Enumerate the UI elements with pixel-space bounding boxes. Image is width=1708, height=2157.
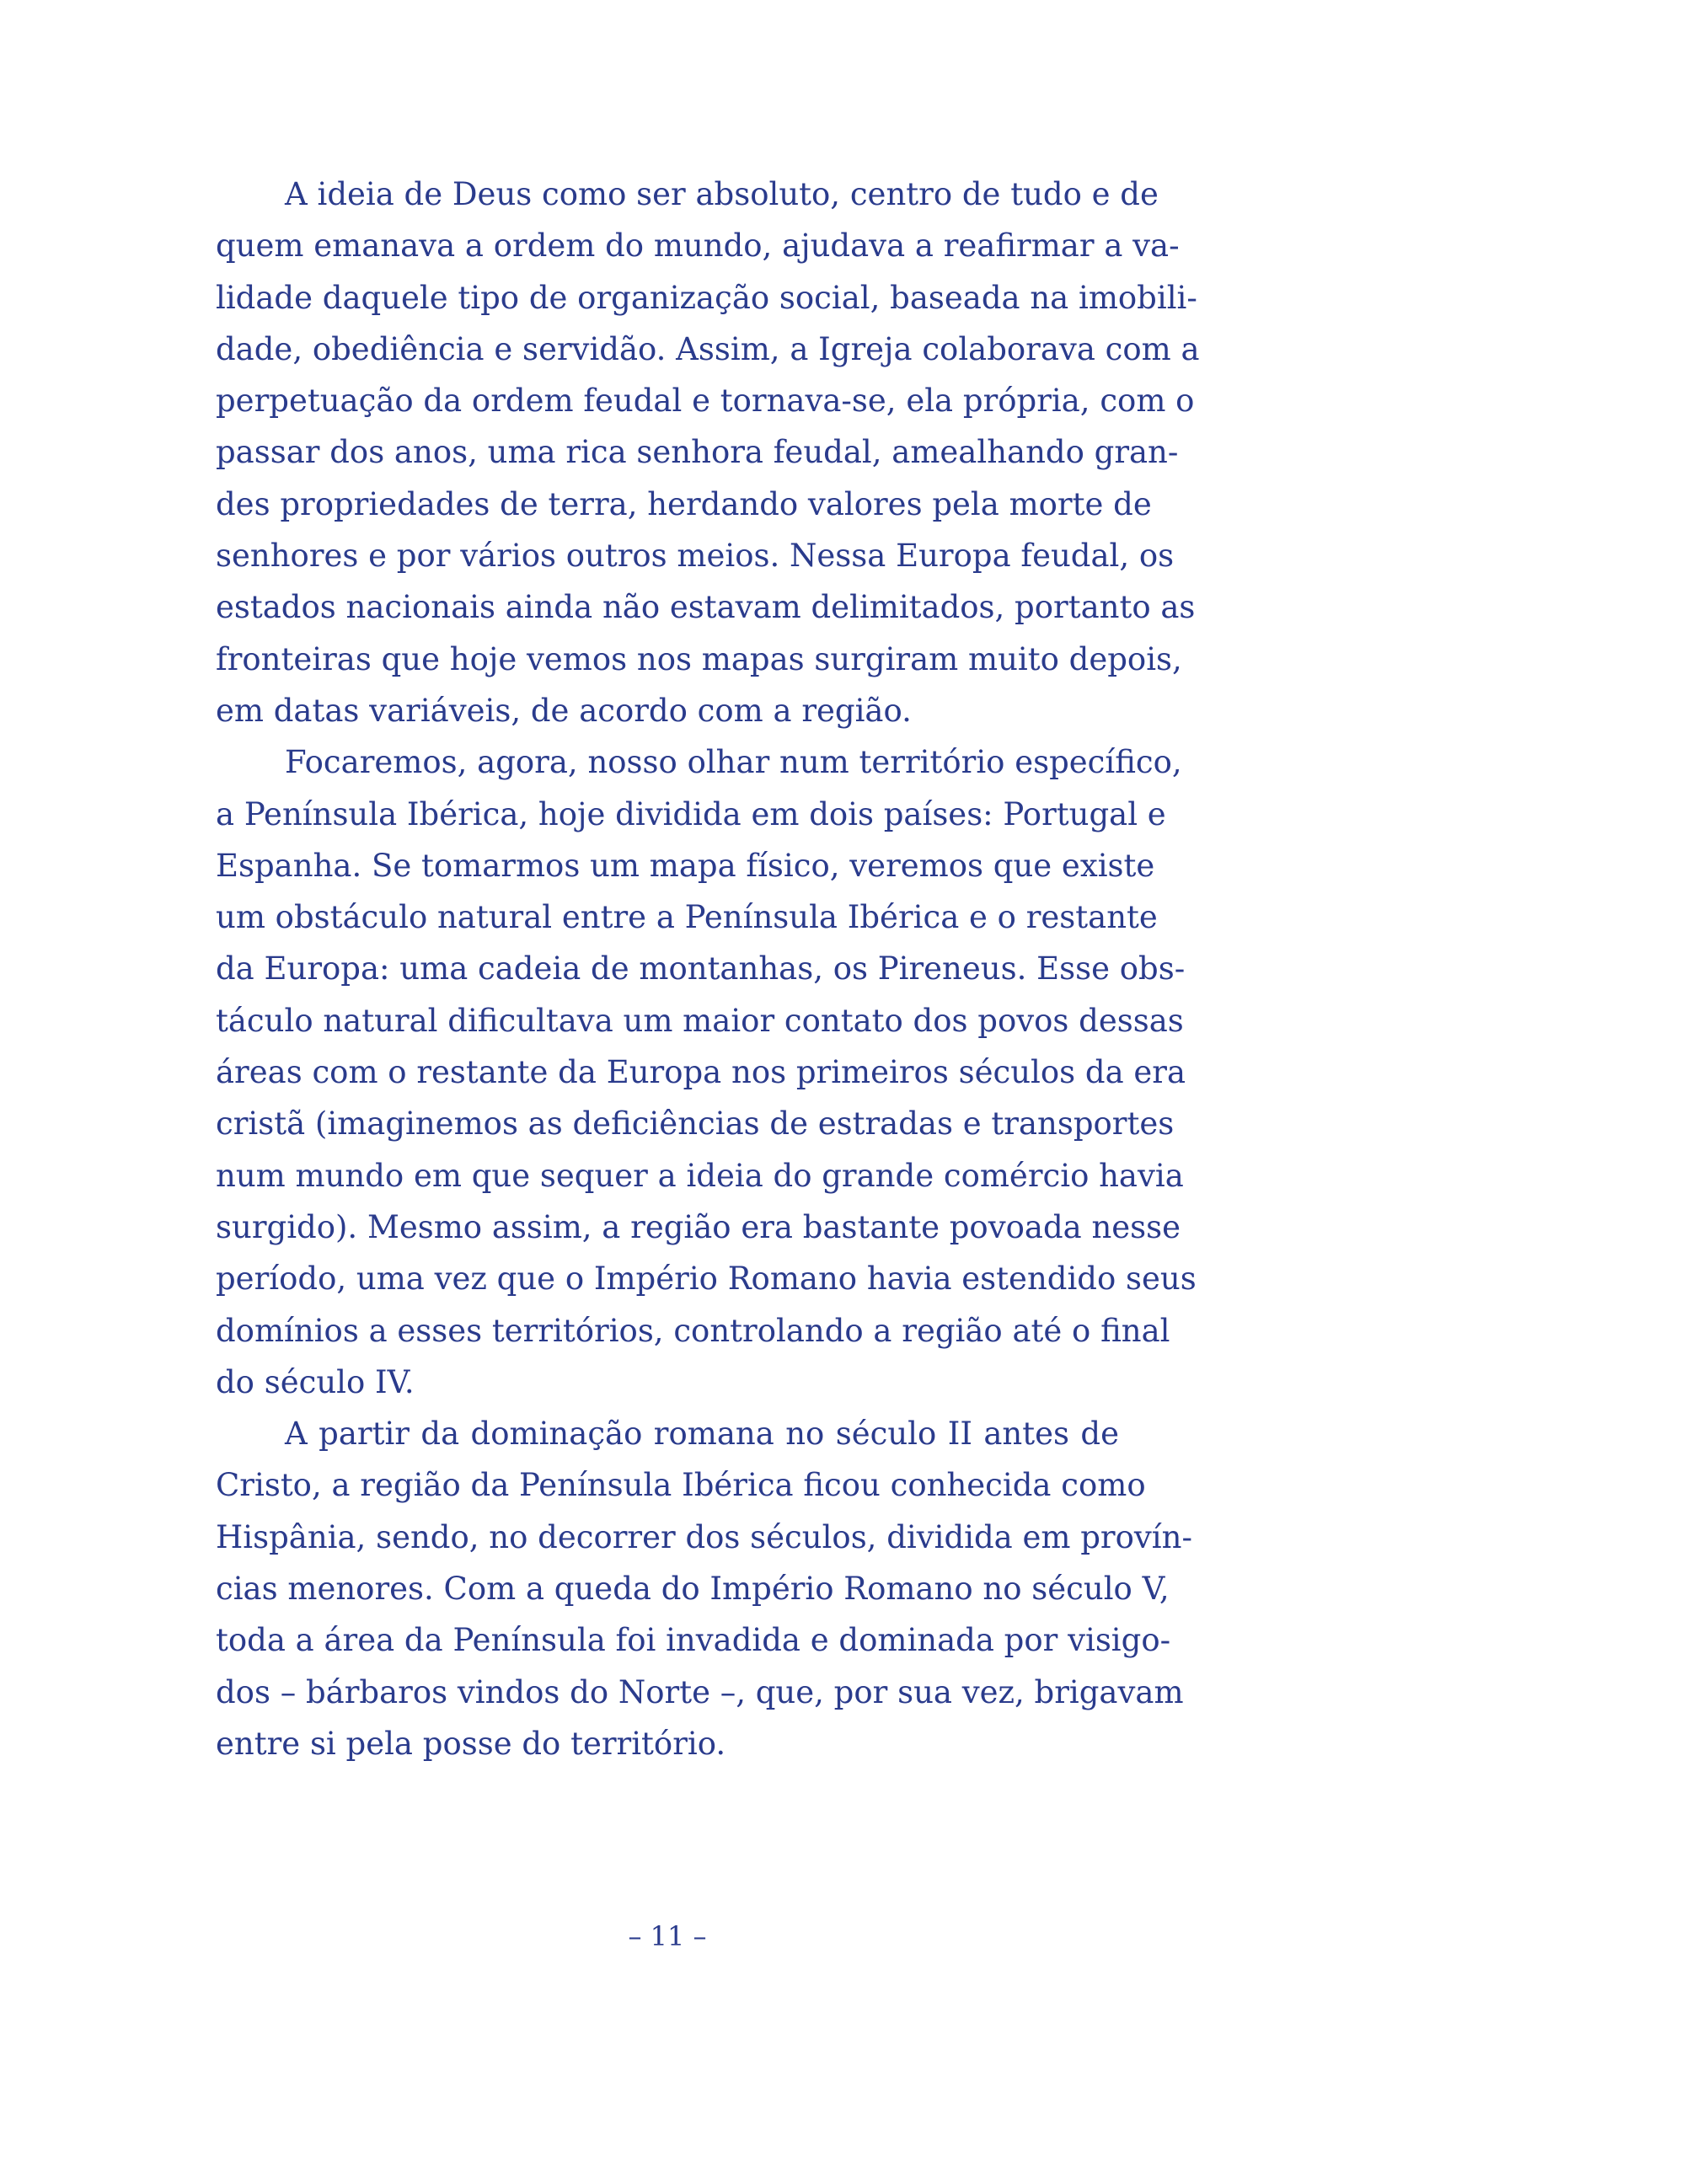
text-line: áreas com o restante da Europa nos primeiros séculos da era <box>216 1054 1186 1091</box>
text-line: a Península Ibérica, hoje dividida em dois países: Portugal e <box>216 795 1166 832</box>
text-line: toda a área da Península foi invadida e dominada por visigo- <box>216 1622 1171 1659</box>
page-number: – 11 – <box>628 1920 707 1952</box>
paragraph-3 <box>216 1408 1192 1769</box>
text-line: Focaremos, agora, nosso olhar num território específico, <box>285 744 1182 781</box>
text-line: táculo natural dificultava um maior contato dos povos dessas <box>216 1002 1184 1039</box>
text-line: do século IV. <box>216 1363 415 1400</box>
text-line: Cristo, a região da Península Ibérica ficou conhecida como <box>216 1467 1146 1504</box>
text-line: lidade daquele tipo de organização social, baseada na imobili- <box>216 279 1197 316</box>
text-line: cias menores. Com a queda do Império Romano no século V, <box>216 1571 1170 1608</box>
text-line: perpetuação da ordem feudal e tornava-se, ela própria, com o <box>216 383 1195 420</box>
text-line: des propriedades de terra, herdando valores pela morte de <box>216 485 1152 522</box>
text-line: quem emanava a ordem do mundo, ajudava a reafirmar a va- <box>216 227 1180 265</box>
text-line: passar dos anos, uma rica senhora feudal, amealhando gran- <box>216 434 1179 471</box>
text-line: em datas variáveis, de acordo com a região. <box>216 692 912 729</box>
paragraph-1 <box>216 169 1200 736</box>
text-line: estados nacionais ainda não estavam delimitados, portanto as <box>216 589 1196 626</box>
text-line: cristã (imaginemos as deficiências de estradas e transportes <box>216 1105 1175 1143</box>
text-line: um obstáculo natural entre a Península Ibérica e o restante <box>216 899 1158 936</box>
text-line: num mundo em que sequer a ideia do grande comércio havia <box>216 1157 1184 1194</box>
text-line: Hispânia, sendo, no decorrer dos séculos, dividida em provín- <box>216 1518 1192 1555</box>
text-line: entre si pela posse do território. <box>216 1725 726 1762</box>
text-line: da Europa: uma cadeia de montanhas, os Pireneus. Esse obs- <box>216 950 1186 988</box>
body-text <box>216 169 1200 1769</box>
text-line: senhores e por vários outros meios. Nessa Europa feudal, os <box>216 538 1175 575</box>
text-line: dade, obediência e servidão. Assim, a Igreja colaborava com a <box>216 330 1200 367</box>
text-line: A ideia de Deus como ser absoluto, centro de tudo e de <box>285 176 1159 212</box>
text-line: Espanha. Se tomarmos um mapa físico, veremos que existe <box>216 847 1155 884</box>
text-line: domínios a esses territórios, controlando a região até o final <box>216 1312 1170 1349</box>
text-line: dos – bárbaros vindos do Norte –, que, por sua vez, brigavam <box>216 1673 1184 1710</box>
text-line: A partir da dominação romana no século II antes de <box>285 1416 1119 1453</box>
text-line: surgido). Mesmo assim, a região era bastante povoada nesse <box>216 1208 1181 1245</box>
text-line: período, uma vez que o Império Romano havia estendido seus <box>216 1260 1197 1298</box>
paragraph-2 <box>216 736 1197 1408</box>
text-line: fronteiras que hoje vemos nos mapas surgiram muito depois, <box>216 640 1182 677</box>
